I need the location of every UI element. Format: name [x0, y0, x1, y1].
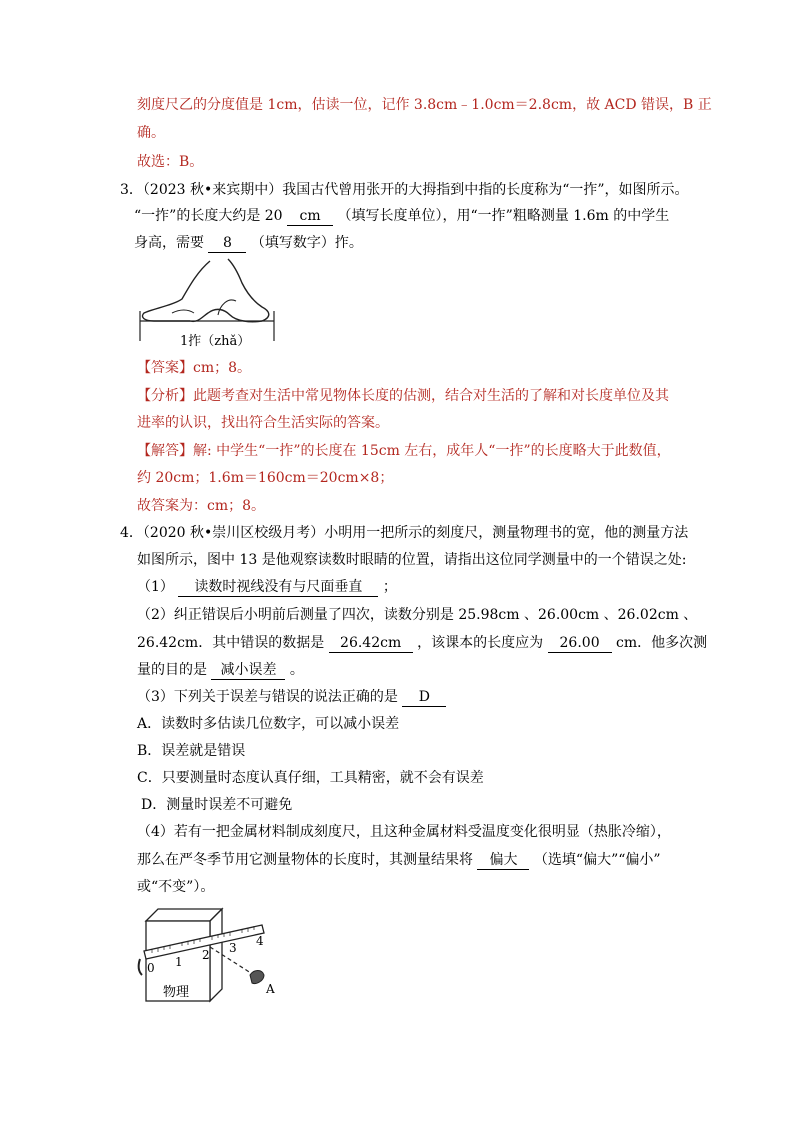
q3-solution-line2: 约 20cm；1.6m＝160cm＝20cm×8； [137, 470, 394, 486]
hand-thumb-crease [172, 310, 194, 313]
q4-part2-a: 26.42cm．其中错误的数据是 [137, 635, 325, 651]
analysis-tag: 【分析】 [137, 388, 193, 404]
q3-final-answer: 故答案为：cm；8。 [137, 498, 266, 514]
q3-analysis-line1 [137, 386, 669, 406]
q4-option-c: C．只要测量时态度认真仔细，工具精密，就不会有误差 [137, 770, 484, 786]
q4-part2-line3-a: 量的目的是 [137, 662, 207, 678]
q4-part1 [137, 577, 397, 597]
q3-stem-line2-b: （填写长度单位），用“一拃”粗略测量 1.6m 的中学生 [337, 208, 670, 224]
tick-label-3: 3 [229, 941, 237, 955]
q4-option-a: A．读数时多估读几位数字，可以减小误差 [137, 716, 400, 732]
q4-part2-blank-purpose: 减小误差 [211, 662, 285, 680]
eye-label: A [266, 982, 275, 996]
q4-part3-blank: D [402, 689, 446, 707]
tick-label-0: 0 [147, 961, 155, 975]
q4-part3-a: （3）下列关于误差与错误的说法正确的是 [137, 689, 398, 705]
q4-part2-blank-length: 26.00 [548, 635, 612, 653]
q4-part2-c: cm．他多次测 [616, 635, 708, 651]
hand-span-figure [132, 255, 282, 353]
q4-part1-b: ； [382, 579, 397, 595]
hand-outline [142, 259, 268, 322]
q4-stem-line2: 如图所示，图中 13 是他观察读数时眼睛的位置，请指出这位同学测量中的一个错误之处: [137, 552, 687, 568]
q4-part4-b: （选填“偏大”“偏小” [533, 852, 661, 868]
q4-part4-line1: （4）若有一把金属材料制成刻度尺，且这种金属材料受温度变化很明显（热胀冷缩）， [137, 824, 671, 840]
answer-tag: 【答案】 [137, 360, 193, 376]
q4-part4-line2 [137, 850, 661, 870]
tick-label-2: 2 [202, 948, 210, 962]
q3-solution-line1 [137, 441, 671, 461]
q4-option-b: B．误差就是错误 [137, 743, 246, 759]
q3-blank-count: 8 [208, 235, 246, 253]
book-side [210, 909, 222, 1001]
ruler-end-shadow [139, 959, 142, 975]
q3-stem-line2-a: “一拃”的长度大约是 20 [134, 208, 283, 224]
q2-choice: 故选：B。 [137, 154, 204, 170]
q4-part2-blank-wrong: 26.42cm [329, 635, 413, 653]
ruler-measurement-figure [130, 905, 290, 1010]
q4-part4-blank: 偏大 [477, 852, 529, 870]
q3-blank-unit: cm [287, 208, 333, 226]
q3-stem-line3-b: （填写数字）拃。 [250, 235, 363, 251]
q4-part4-a: 那么在严冬季节用它测量物体的长度时，其测量结果将 [137, 852, 473, 868]
span-label: 1拃（zhǎ） [180, 334, 251, 349]
solution-text1: 解: 中学生“一拃”的长度在 15cm 左右，成年人“一拃”的长度略大于此数值， [193, 443, 671, 459]
analysis-text1: 此题考查对生活中常见物体长度的估测，结合对生活的了解和对长度单位及其 [193, 388, 669, 404]
book-label: 物理 [163, 985, 190, 1000]
q4-part2-line2 [137, 633, 707, 653]
q4-part2-line3 [137, 660, 304, 680]
q3-analysis-line2: 进率的认识，找出符合生活实际的答案。 [137, 415, 389, 431]
q4-option-d: D．测量时误差不可避免 [141, 797, 293, 813]
q2-explanation-line2: 确。 [137, 125, 165, 141]
tick-label-4: 4 [256, 934, 264, 948]
q4-stem-line1: 4．（2020 秋•崇川区校级月考）小明用一把所示的刻度尺，测量物理书的宽，他的测量方法 [120, 525, 689, 541]
q3-stem-line2 [134, 206, 669, 226]
q4-part3 [137, 687, 446, 707]
q4-part2-b: ，该课本的长度应为 [417, 635, 544, 651]
q3-stem-line3-a: 身高，需要 [134, 235, 204, 251]
q3-stem-line3 [134, 233, 363, 253]
q2-explanation-line1: 刻度尺乙的分度值是 1cm，估读一位，记作 3.8cm﹣1.0cm＝2.8cm，故 ACD 错误，B 正 [137, 97, 712, 113]
q4-part2-line1: （2）纠正错误后小明前后测量了四次，读数分别是 25.98cm 、26.00cm 、26.02cm 、 [137, 607, 698, 623]
q4-part4-line3: 或“不变”）。 [137, 879, 215, 895]
solution-tag: 【解答】 [137, 443, 193, 459]
q4-part2-line3-b: 。 [289, 662, 304, 678]
q3-answer [137, 358, 251, 378]
answer-text: cm；8。 [193, 360, 252, 376]
q4-part1-blank: 读数时视线没有与尺面垂直 [178, 579, 378, 597]
q4-part1-a: （1） [137, 579, 174, 595]
eye-icon [250, 971, 264, 984]
book-top [146, 909, 222, 921]
q3-stem-line1: 3．（2023 秋•来宾期中）我国古代曾用张开的大拇指到中指的长度称为“一拃”，如图所示。 [120, 182, 689, 198]
tick-label-1: 1 [175, 955, 183, 969]
